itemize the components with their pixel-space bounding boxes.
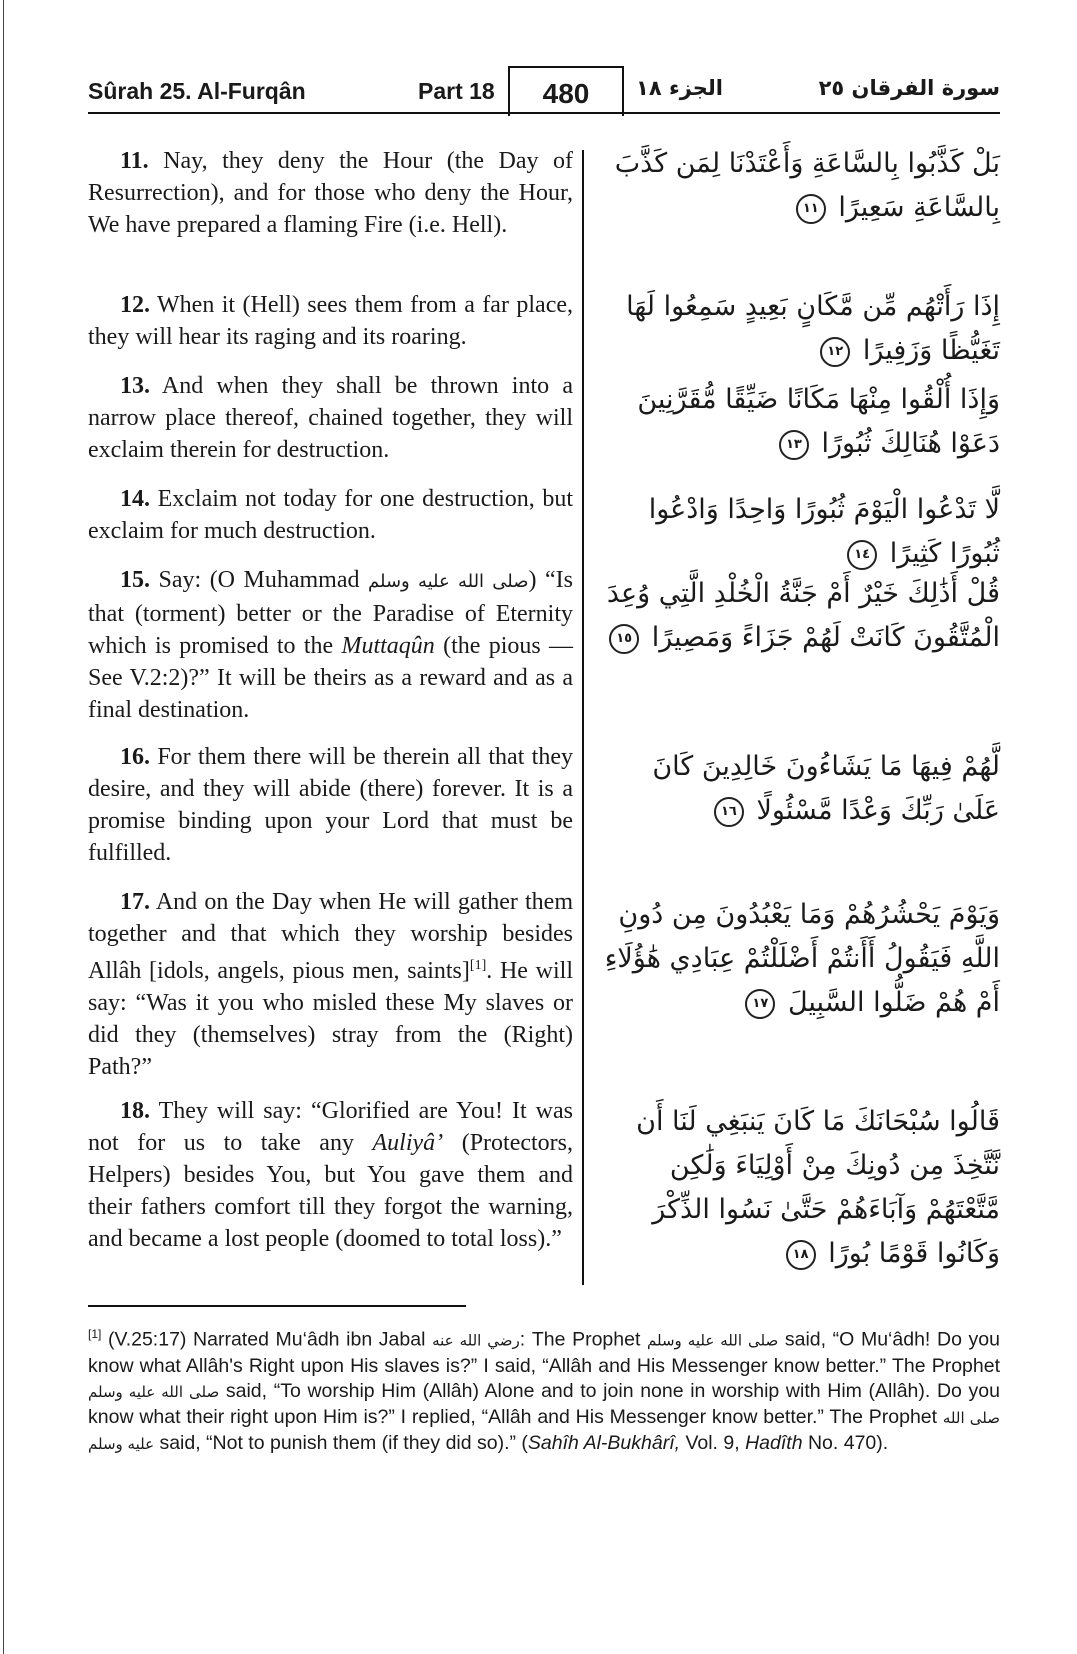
verse-ar-13 bbox=[600, 378, 1000, 466]
verse-ar-12 bbox=[600, 285, 1000, 373]
verse-end-marker: ١١ bbox=[796, 194, 826, 224]
verse-term-italic: Muttaqûn bbox=[341, 633, 435, 659]
verse-term-italic: Auliyâ’ bbox=[372, 1130, 444, 1156]
verse-text: Say: (O Muhammad bbox=[158, 567, 360, 593]
footnote-source: Sahîh Al-Bukhârî, bbox=[527, 1431, 681, 1454]
surah-title-ar: سورة الفرقان ٢٥ bbox=[818, 76, 1000, 100]
footnote-text: (V.25:17) Narrated Mu‘âdh ibn Jabal bbox=[107, 1328, 426, 1351]
footnote-text: Vol. 9, bbox=[685, 1431, 740, 1454]
footnote-arabic: صلى الله عليه وسلم bbox=[88, 1382, 220, 1401]
salutation-arabic: صلى الله عليه وسلم bbox=[368, 571, 529, 592]
verse-number: 18. bbox=[120, 1098, 150, 1124]
verse-text: ) “Is that (torment) better or the Paradise of Eternity which is promised to the bbox=[88, 567, 574, 659]
page-number: 480 bbox=[508, 66, 624, 116]
footnote-arabic: صلى الله عليه وسلم bbox=[647, 1331, 779, 1350]
footnote-text: said, “Not to punish them (if they did so).” ( bbox=[159, 1431, 528, 1454]
verse-number: 14. bbox=[120, 486, 150, 512]
footnote-rule bbox=[88, 1305, 466, 1307]
verse-end-marker: ١٢ bbox=[820, 337, 850, 367]
header-rule bbox=[88, 112, 1000, 114]
footnote-hadith-label: Hadîth bbox=[745, 1431, 803, 1454]
verse-arabic-text: إِذَا رَأَتْهُم مِّن مَّكَانٍ بَعِيدٍ سَمِعُوا لَهَا تَغَيُّظًا وَزَفِيرًا bbox=[626, 291, 1000, 366]
verse-text: Nay, they deny the Hour (the Day of Resurrection), and for those who deny the Hour, We have prepared a flaming Fire (i.e. Hell). bbox=[88, 148, 573, 238]
verse-ar-18 bbox=[600, 1100, 1000, 1276]
footnote bbox=[88, 1322, 1000, 1457]
footnote-marker: [1] bbox=[88, 1327, 102, 1341]
verse-text: And on the Day when He will gather them together and that which they worship besides Allâh [idols, angels, pious men, saints] bbox=[88, 889, 573, 984]
footnote-ref[interactable]: [1] bbox=[469, 958, 487, 973]
verse-number: 12. bbox=[120, 292, 150, 318]
verse-number: 17. bbox=[120, 889, 150, 915]
verse-en-15 bbox=[88, 564, 573, 726]
footnote-text: : The Prophet bbox=[519, 1328, 641, 1351]
verse-en-17 bbox=[88, 886, 573, 1083]
verse-arabic-text: لَّهُمْ فِيهَا مَا يَشَاءُونَ خَالِدِينَ كَانَ عَلَىٰ رَبِّكَ وَعْدًا مَّسْئُولًا bbox=[652, 751, 1000, 826]
scan-edge-line bbox=[3, 0, 4, 1654]
verse-text: For them there will be therein all that they desire, and they will abide (there) forever. It is a promise binding upon your Lord that must be fulfilled. bbox=[88, 744, 573, 866]
verse-text: Exclaim not today for one destruction, but exclaim for much destruction. bbox=[88, 486, 574, 544]
verse-end-marker: ١٣ bbox=[779, 430, 809, 460]
verse-arabic-text: قُلْ أَذَٰلِكَ خَيْرٌ أَمْ جَنَّةُ الْخُلْدِ الَّتِي وُعِدَ الْمُتَّقُونَ كَانَتْ لَهُمْ جَزَاءً وَمَصِيرًا bbox=[606, 578, 1000, 653]
footnote-arabic: رضي الله عنه bbox=[432, 1331, 520, 1350]
part-label-ar: الجزء ١٨ bbox=[636, 76, 723, 100]
footnote-text: said, “O Mu‘âdh! Do you know what Allâh's Right upon His slaves is?” I said, “Allâh and His Messenger know better.” The Prophet bbox=[88, 1328, 1000, 1377]
verse-text: When it (Hell) sees them from a far place, they will hear its raging and its roaring. bbox=[88, 292, 573, 350]
verse-end-marker: ١٥ bbox=[609, 624, 639, 654]
verse-en-18 bbox=[88, 1095, 573, 1255]
verse-en-12 bbox=[88, 289, 573, 353]
footnote-arabic: صلى الله عليه وسلم bbox=[88, 1408, 1000, 1453]
verse-text: (the pious — See V.2:2)?” It will be theirs as a reward and as a final destination. bbox=[88, 633, 573, 723]
page-header bbox=[88, 68, 1000, 114]
verse-en-14 bbox=[88, 483, 573, 547]
verse-end-marker: ١٤ bbox=[847, 540, 877, 570]
verse-arabic-text: لَّا تَدْعُوا الْيَوْمَ ثُبُورًا وَاحِدًا وَادْعُوا ثُبُورًا كَثِيرًا bbox=[648, 494, 1000, 569]
surah-title-en: Sûrah 25. Al-Furqân bbox=[88, 78, 306, 104]
footnote-text: No. 470). bbox=[807, 1431, 889, 1454]
verse-text: They will say: “Glorified are You! It was not for us to take any bbox=[88, 1098, 573, 1156]
verse-ar-17 bbox=[600, 893, 1000, 1025]
verse-en-16 bbox=[88, 741, 573, 869]
verse-en-13 bbox=[88, 370, 573, 466]
verse-arabic-text: وَيَوْمَ يَحْشُرُهُمْ وَمَا يَعْبُدُونَ مِن دُونِ اللَّهِ فَيَقُولُ أَأَنتُمْ أَضْلَلْتُمْ عِبَادِي هَٰؤُلَاءِ أَمْ هُمْ ضَلُّوا السَّبِيلَ bbox=[604, 899, 1000, 1018]
verse-number: 11. bbox=[120, 148, 149, 174]
verse-number: 15. bbox=[120, 567, 150, 593]
verse-arabic-text: بَلْ كَذَّبُوا بِالسَّاعَةِ وَأَعْتَدْنَا لِمَن كَذَّبَ بِالسَّاعَةِ سَعِيرًا bbox=[614, 148, 1000, 223]
verse-arabic-text: قَالُوا سُبْحَانَكَ مَا كَانَ يَنبَغِي لَنَا أَن نَّتَّخِذَ مِن دُونِكَ مِنْ أَوْلِيَاءَ وَلَٰكِن مَّتَّعْتَهُمْ وَآبَاءَهُمْ حَتَّىٰ نَسُوا الذِّكْرَ وَكَانُوا قَوْمًا بُورًا bbox=[636, 1106, 1000, 1269]
verse-text: . He will say: “Was it you who misled these My slaves or did they (themselves) stray from the (Right) Path?” bbox=[88, 958, 573, 1080]
verse-ar-15 bbox=[600, 572, 1000, 660]
column-divider bbox=[582, 150, 584, 1285]
footnote-text: said, “To worship Him (Allâh) Alone and to join none in worship with Him (Allâh). Do you know what their right upon Him is?” I replied, “Allâh and His Messenger know better.” The Prophet bbox=[88, 1379, 1000, 1428]
verse-end-marker: ١٨ bbox=[786, 1240, 816, 1270]
verse-ar-16 bbox=[600, 745, 1000, 833]
part-label-en: Part 18 bbox=[418, 78, 495, 104]
verse-ar-14 bbox=[600, 488, 1000, 576]
verse-en-11 bbox=[88, 145, 573, 241]
verse-end-marker: ١٧ bbox=[745, 989, 775, 1019]
verse-number: 13. bbox=[120, 373, 150, 399]
verse-text: And when they shall be thrown into a narrow place thereof, chained together, they will exclaim therein for destruction. bbox=[88, 373, 573, 463]
verse-number: 16. bbox=[120, 744, 150, 770]
verse-ar-11 bbox=[600, 142, 1000, 230]
verse-text: (Protectors, Helpers) besides You, but You gave them and their fathers comfort till they forgot the warning, and became a lost people (doomed to total loss).” bbox=[88, 1130, 574, 1252]
verse-end-marker: ١٦ bbox=[714, 797, 744, 827]
verse-arabic-text: وَإِذَا أُلْقُوا مِنْهَا مَكَانًا ضَيِّقًا مُّقَرَّنِينَ دَعَوْا هُنَالِكَ ثُبُورًا bbox=[637, 384, 1000, 459]
